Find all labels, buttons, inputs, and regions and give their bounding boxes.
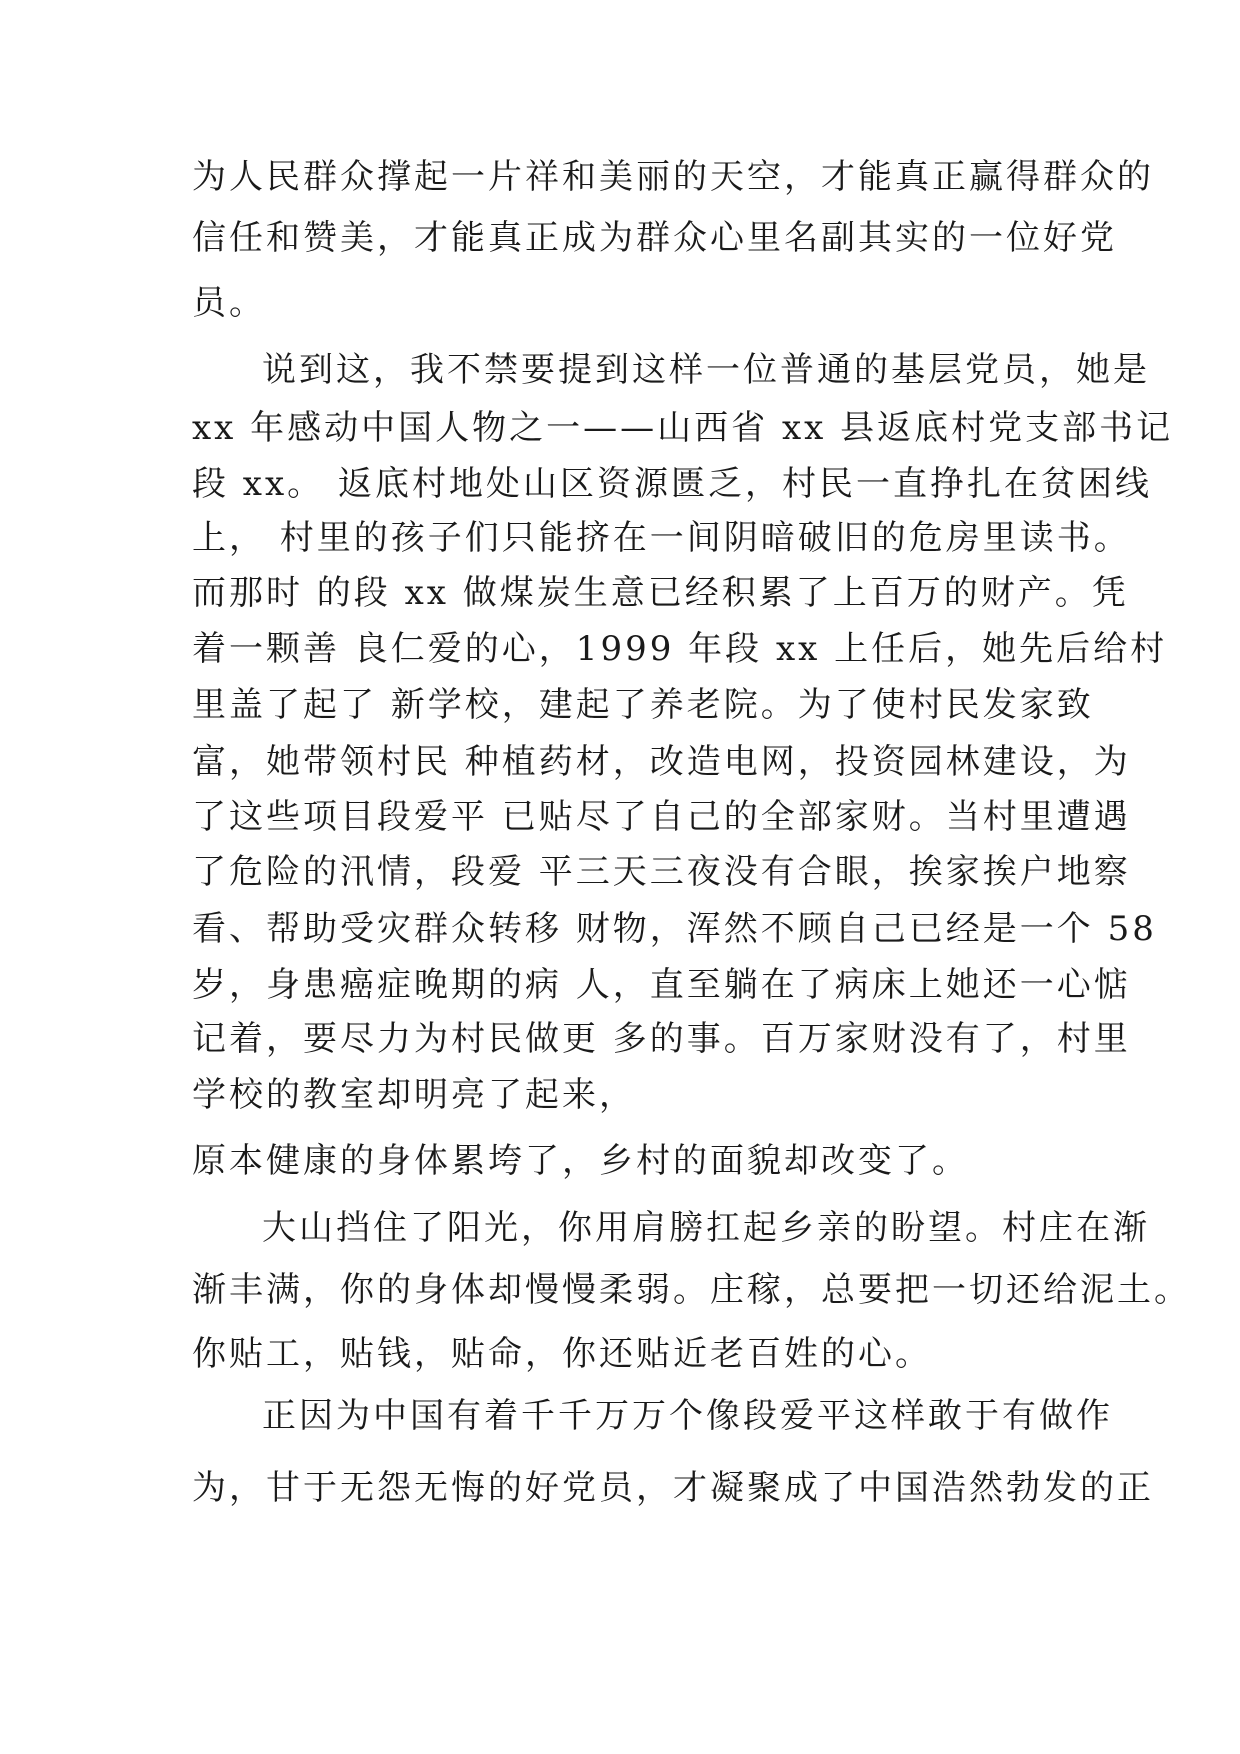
text-line: 着一颗善 良仁爱的心，1999 年段 xx 上任后，她先后给村 <box>192 629 1168 669</box>
text-line: 岁，身患癌症晚期的病 人，直至躺在了病床上她还一心惦 <box>192 965 1131 1005</box>
text-line: 了危险的汛情，段爱 平三天三夜没有合眼，挨家挨户地察 <box>192 852 1131 892</box>
text-line: 里盖了起了 新学校，建起了养老院。为了使村民发家致 <box>192 685 1094 725</box>
text-line: 正因为中国有着千千万万个像段爱平这样敢于有做作 <box>262 1396 1113 1436</box>
text-line: 看、帮助受灾群众转移 财物，浑然不顾自己已经是一个 58 <box>192 909 1157 949</box>
text-line: 为，甘于无怨无悔的好党员，才凝聚成了中国浩然勃发的正 <box>192 1468 1154 1508</box>
text-line: 而那时 的段 xx 做煤炭生意已经积累了上百万的财产。凭 <box>192 573 1129 613</box>
text-line: 记着，要尽力为村民做更 多的事。百万家财没有了，村里 <box>192 1019 1131 1059</box>
text-line: 原本健康的身体累垮了，乡村的面貌却改变了。 <box>192 1141 969 1181</box>
text-line: 你贴工，贴钱，贴命，你还贴近老百姓的心。 <box>192 1334 932 1374</box>
text-line: 员。 <box>192 283 266 323</box>
text-line: xx 年感动中国人物之一——山西省 xx 县返底村党支部书记 <box>192 408 1174 448</box>
text-line: 说到这，我不禁要提到这样一位普通的基层党员，她是 <box>262 350 1150 390</box>
text-line: 信任和赞美，才能真正成为群众心里名副其实的一位好党 <box>192 218 1117 258</box>
text-line: 上， 村里的孩子们只能挤在一间阴暗破旧的危房里读书。 <box>192 518 1131 558</box>
text-line: 为人民群众撑起一片祥和美丽的天空，才能真正赢得群众的 <box>192 157 1154 197</box>
text-line: 了这些项目段爱平 已贴尽了自己的全部家财。当村里遭遇 <box>192 797 1131 837</box>
text-line: 大山挡住了阳光，你用肩膀扛起乡亲的盼望。村庄在渐 <box>262 1208 1150 1248</box>
text-line: 渐丰满，你的身体却慢慢柔弱。庄稼，总要把一切还给泥土。 <box>192 1270 1191 1310</box>
text-line: 段 xx。 返底村地处山区资源匮乏，村民一直挣扎在贫困线 <box>192 464 1152 504</box>
text-line: 学校的教室却明亮了起来， <box>192 1075 636 1115</box>
text-line: 富，她带领村民 种植药材，改造电网，投资园林建设，为 <box>192 742 1131 782</box>
